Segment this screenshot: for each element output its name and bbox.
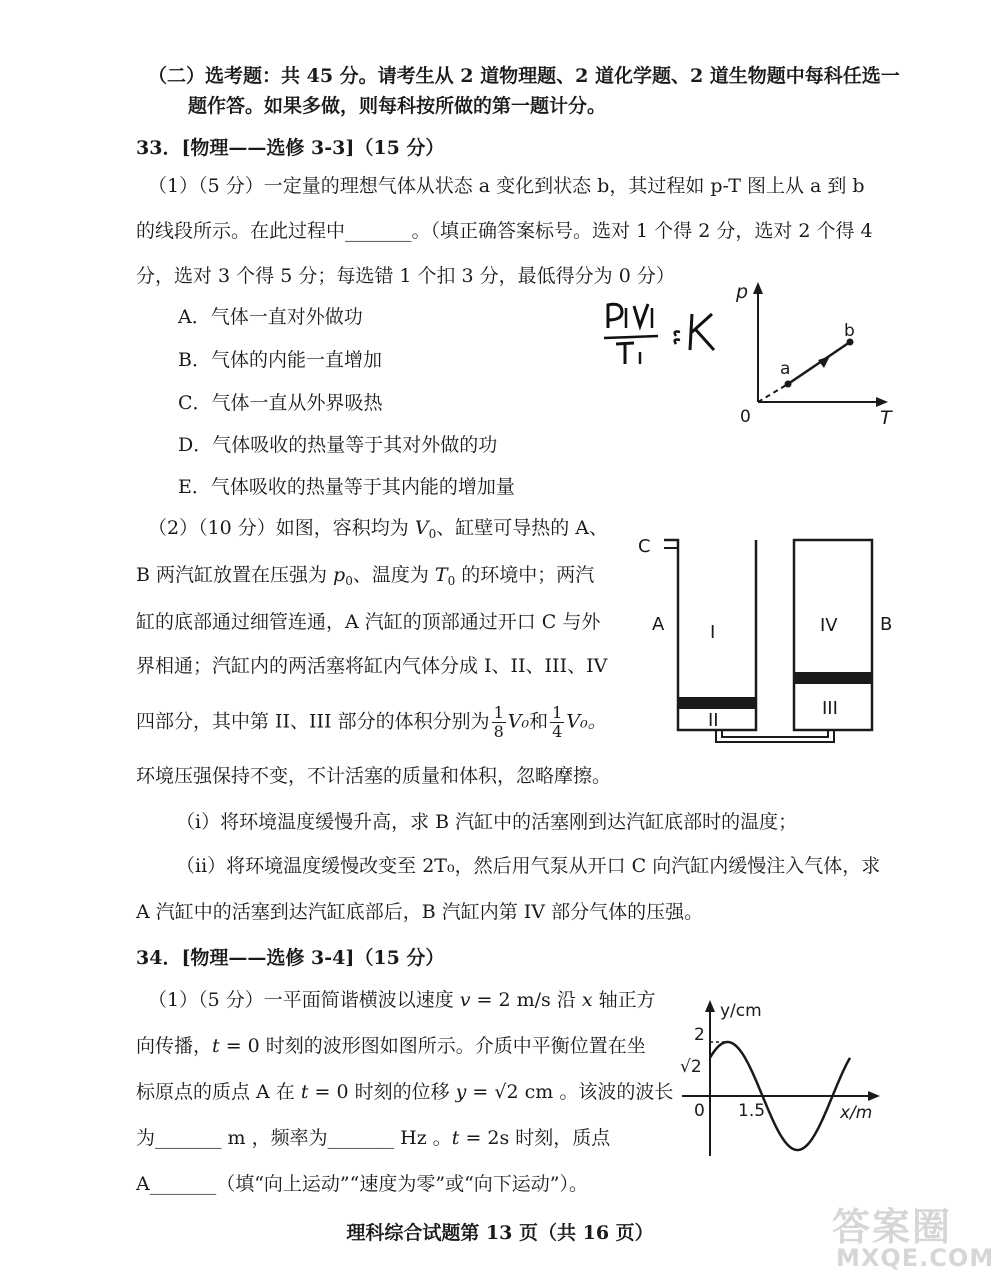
q33-p2-line4: 界相通；汽缸内的两活塞将缸内气体分成 I、II、III、IV [136,655,608,677]
q33-p1-line1: （1）（5 分）一定量的理想气体从状态 a 变化到状态 b，其过程如 p-T 图上从 a 到 b [148,175,865,197]
wave-origin: 0 [694,1101,705,1121]
q34-line1: （1）（5 分）一平面简谐横波以速度 v = 2 m/s 沿 x 轴正方 [148,989,656,1011]
q33-p2-line1: （2）（10 分）如图，容积均为 $V_0$、缸壁可导热的 A、 [148,517,608,541]
piston-b [794,672,872,684]
q33-p2-line6: 环境压强保持不变，不计活塞的质量和体积，忽略摩擦。 [136,765,612,787]
q33-p1-line3: 分，选对 3 个得 5 分；每选错 1 个扣 3 分，最低得分为 0 分） [136,265,675,287]
region-iv: IV [820,615,838,636]
label-a: A [652,614,665,635]
wave-tick-2: 2 [694,1025,705,1045]
wave-x-label: x/m [840,1103,873,1123]
region-i: I [710,622,716,643]
q33-option-e: E．气体吸收的热量等于其内能的增加量 [178,476,515,498]
pt-graph-origin: 0 [740,407,751,427]
section-line-1: （二）选考题：共 45 分。请考生从 2 道物理题、2 道化学题、2 道生物题中每科任选一 [148,65,900,87]
q33-sub-ii-line2: A 汽缸中的活塞到达汽缸底部后，B 汽缸内第 IV 部分气体的压强。 [136,901,704,923]
q33-p2-line5-text: 四部分，其中第 II、III 部分的体积分别为 [136,710,490,733]
pt-graph-point-a: a [780,359,791,379]
region-iii: III [822,698,838,719]
q33-option-a: A．气体一直对外做功 [178,306,363,328]
q34-line5: A_______（填“向上运动”“速度为零”或“向下运动”）。 [136,1173,589,1195]
pt-graph [730,278,900,428]
q34-header: 34．[物理——选修 3-4]（15 分） [136,947,445,969]
label-b: B [880,614,893,635]
q34-line3: 标原点的质点 A 在 t = 0 时刻的位移 y = √2 cm 。该波的波长 [136,1081,674,1103]
label-c: C [638,536,651,557]
pt-graph-y-label: p [736,281,749,303]
q33-header: 33．[物理——选修 3-3]（15 分） [136,137,445,159]
q33-p1-line2: 的线段所示。在此过程中_______。（填正确答案标号。选对 1 个得 2 分，选对 2 个得 4 [136,220,873,242]
q33-option-b: B．气体的内能一直增加 [178,349,382,371]
pt-graph-x-label: T [880,407,892,429]
q33-p2-line3: 缸的底部通过细管连通，A 汽缸的顶部通过开口 C 与外 [136,611,601,633]
wave-tick-1-5: 1.5 [738,1101,766,1121]
q33-p2-line5: 四部分，其中第 II、III 部分的体积分别为 $\frac{1}{8}$ V₀和 $\frac{1}{4}$ V₀。 [136,703,607,741]
page-footer: 理科综合试题第 13 页（共 16 页） [346,1222,654,1244]
section-line-2: 题作答。如果多做，则每科按所做的第一题计分。 [188,95,607,117]
fraction-one-quarter: $\frac{1}{4}$ [552,703,563,741]
q33-sub-ii-line1: （ii）将环境温度缓慢改变至 2T₀，然后用气泵从开口 C 向汽缸内缓慢注入气体，求 [176,855,881,877]
q33-p2-line2: B 两汽缸放置在压强为 $p_0$、温度为 $T_0$ 的环境中；两汽 [136,564,595,588]
piston-a [678,697,756,709]
q34-line2: 向传播，t = 0 时刻的波形图如图所示。介质中平衡位置在坐 [136,1035,646,1057]
q33-option-c: C．气体一直从外界吸热 [178,392,383,414]
handwriting-note [600,300,730,370]
wave-graph [676,996,906,1166]
cylinders-diagram [636,528,916,758]
watermark-logo: 答案圈 [832,1205,953,1249]
region-ii: II [708,710,719,731]
q33-sub-i: （i）将环境温度缓慢升高，求 B 汽缸中的活塞刚到达汽缸底部时的温度； [176,811,798,833]
wave-y-label: y/cm [720,1001,762,1021]
q33-option-d: D．气体吸收的热量等于其对外做的功 [178,434,498,456]
pt-graph-point-b: b [844,321,855,341]
watermark-url: MXQE.COM [836,1244,995,1272]
wave-tick-sqrt2: √2 [680,1057,702,1077]
q34-line4: 为_______ m ，频率为_______ Hz 。t = 2s 时刻，质点 [136,1127,611,1149]
fraction-one-eighth: $\frac{1}{8}$ [493,703,504,741]
